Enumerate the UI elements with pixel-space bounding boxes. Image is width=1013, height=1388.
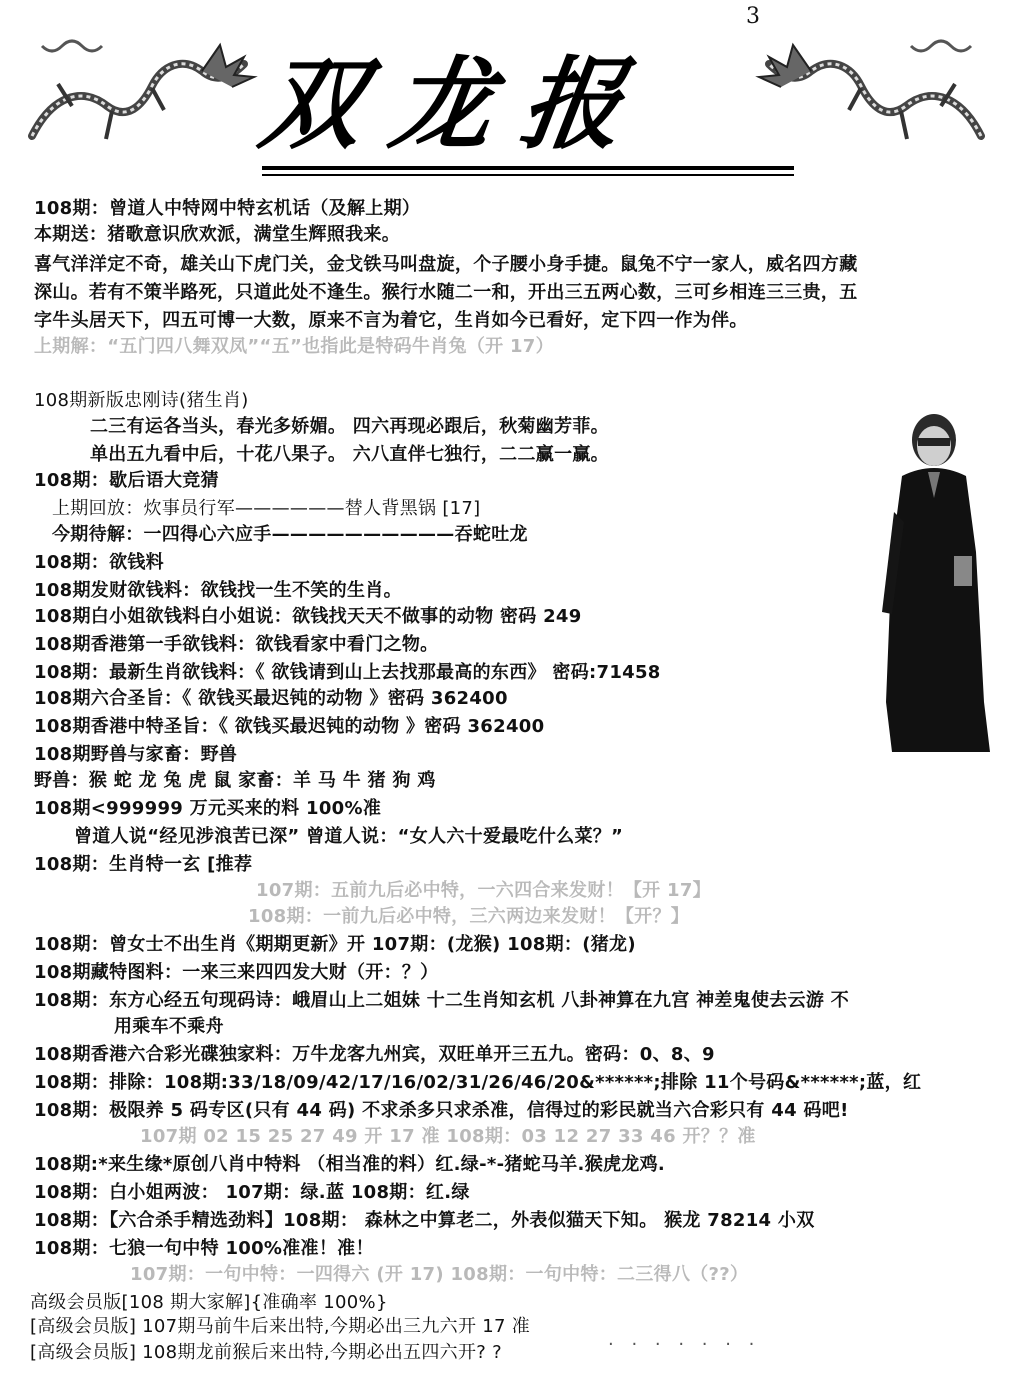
dragon-left-icon: [12, 26, 262, 166]
line-limit: 108期：极限养 5 码专区(只有 44 码) 不求杀多只求杀准，信得过的彩民就当六合彩只有 44 码吧!: [34, 1100, 849, 1121]
line-ms-tsang: 108期：曾女士不出生肖《期期更新》开 107期：(龙猴) 108期：(猪龙): [34, 934, 636, 955]
line-faint-107: 107期：五前九后必中特，一六四合来发财！【开 17】: [256, 880, 711, 901]
title-rule-thin: [262, 174, 794, 176]
line-two-waves: 108期：白小姐两波： 107期：绿.蓝 108期：红.绿: [34, 1182, 470, 1203]
line-vip-108: [高级会员版] 108期龙前猴后来出特,今期必出五四六开? ?: [30, 1342, 502, 1363]
line-beast-list: 野兽：猴 蛇 龙 兔 虎 鼠 家畜：羊 马 牛 猪 狗 鸡: [34, 770, 436, 791]
page-title: 双龙报: [253, 45, 661, 163]
line-wish-6: 108期香港中特圣旨：《 欲钱买最迟钝的动物 》密码 362400: [34, 716, 545, 737]
line-riddle-last: 上期回放：炊事员行军——————替人背黑锅 [17]: [52, 498, 481, 519]
line-million: 108期<999999 万元买来的料 100%准: [34, 798, 382, 819]
line-wish-1: 108期发财欲钱料：欲钱找一生不笑的生肖。: [34, 580, 402, 601]
line-hk-disc: 108期香港六合彩光碟独家料：万牛龙客九州宾，双旺单开三五九。密码：0、8、9: [34, 1044, 715, 1065]
line-seven-wolf: 108期：七狼一句中特 100%准准！准！: [34, 1238, 374, 1259]
line-wish-2: 108期白小姐欲钱料白小姐说：欲钱找天天不做事的动物 密码 249: [34, 606, 582, 627]
line-issue-header: 108期：曾道人中特网中特玄机话（及解上期）: [34, 198, 421, 219]
line-wish-5: 108期六合圣旨：《 欲钱买最迟钝的动物 》密码 362400: [34, 688, 508, 709]
line-poem-1: 喜气洋洋定不奇，雄关山下虎门关，金戈铁马叫盘旋，个子腰小身手捷。鼠兔不宁一家人，威名四方藏: [34, 254, 858, 275]
line-fate: 108期:*来生缘*原创八肖中特料 （相当准的料）红.绿-*-猪蛇马羊.猴虎龙鸡.: [34, 1154, 666, 1175]
line-poem-3: 字牛头居天下，四五可博一大数，原来不言为着它，生肖如今已看好，定下四一作为伴。: [34, 310, 748, 331]
title-rule: [262, 166, 794, 170]
footer-dots: · · · · · · ·: [608, 1334, 761, 1355]
portrait-man: [872, 402, 1000, 758]
line-vip-107: [高级会员版] 107期马前牛后来出特,今期必出三九六开 17 准: [30, 1316, 531, 1337]
line-new-poem-title: 108期新版忠刚诗(猪生肖): [34, 390, 249, 411]
line-wish-4: 108期：最新生肖欲钱料：《 欲钱请到山上去找那最高的东西》 密码:71458: [34, 662, 661, 683]
line-riddle-now: 今期待解：一四得心六应手——————————吞蛇吐龙: [52, 524, 528, 545]
line-faint-108: 108期：一前九后必中特，三六两边来发财！【开？】: [248, 906, 690, 927]
line-this-issue: 本期送：猪歌意识欣欢派，满堂生辉照我来。: [34, 224, 400, 245]
line-last-answer: 上期解：“五门四八舞双凤”“五”也指此是特码牛肖兔（开 17）: [34, 336, 554, 357]
line-new-poem-1: 二三有运各当头，春光多娇媚。 四六再现必跟后，秋菊幽芳菲。: [90, 416, 609, 437]
line-tsang-says: 曾道人说“经见涉浪苦已深” 曾道人说：“女人六十爱最吃什么菜？”: [74, 826, 624, 847]
line-riddle-title: 108期：歇后语大竞猜: [34, 470, 219, 491]
line-new-poem-2: 单出五九看中后，十花八果子。 六八直伴七独行，二二赢一赢。: [90, 444, 609, 465]
line-faint-codes: 107期 02 15 25 27 49 开 17 准 108期：03 12 27 33 46 开？？准: [140, 1126, 756, 1147]
line-exclude: 108期：排除：108期:33/18/09/42/17/16/02/31/26/46/20&******;排除 11个号码&******;蓝，红: [34, 1072, 922, 1093]
line-wish-3: 108期香港第一手欲钱料：欲钱看家中看门之物。: [34, 634, 439, 655]
line-beast-title: 108期野兽与家畜：野兽: [34, 744, 238, 765]
line-wish-title: 108期：欲钱料: [34, 552, 164, 573]
page-number: 3: [746, 4, 760, 29]
line-heart-sutra-2: 用乘车不乘舟: [114, 1016, 224, 1037]
line-poem-2: 深山。若有不策半路死，只道此处不逢生。猴行水随二一和，开出三五两心数，三可乡相连三三贵，五: [34, 282, 858, 303]
line-vip-header: 高级会员版[108 期大家解]{准确率 100%}: [30, 1292, 388, 1313]
line-one-sentence: 107期：一句中特：一四得六 (开 17) 108期：一句中特：二三得八（??）: [130, 1264, 749, 1285]
line-heart-sutra-1: 108期：东方心经五句现码诗：峨眉山上二姐妹 十二生肖知玄机 八卦神算在九宫 神差鬼使去云游 不: [34, 990, 850, 1011]
line-killer: 108期：【六合杀手精选劲料】108期： 森林之中算老二，外表似猫天下知。 猴龙 78214 小双: [34, 1210, 815, 1231]
line-hidden-pic: 108期藏特图料：一来三来四四发大财（开：？）: [34, 962, 439, 983]
line-zodiac-pick: 108期：生肖特一玄 [推荐: [34, 854, 253, 875]
